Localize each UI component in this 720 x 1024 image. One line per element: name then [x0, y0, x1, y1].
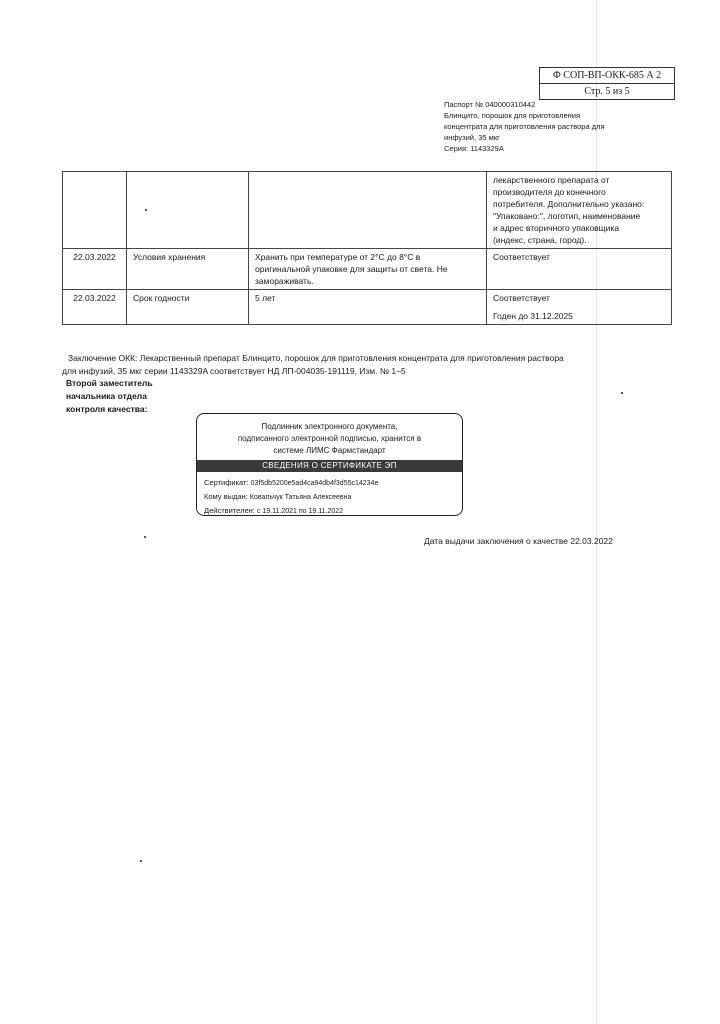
result-line: потребителя. Дополнительно указано: [493, 199, 645, 209]
scan-speck [144, 536, 146, 538]
conclusion-line2: для инфузий, 35 мкг серии 1143329A соответствует НД ЛП-004035-191119, Изм. № 1–5 [62, 366, 406, 376]
stamp-certificate-info [197, 472, 462, 516]
signer-title [66, 377, 153, 416]
parameter-cell: Срок годности [127, 290, 249, 325]
stamp-notice [197, 414, 462, 460]
table-row [63, 290, 672, 325]
requirement-cell [249, 172, 487, 249]
parameter-cell: Условия хранения [127, 249, 249, 290]
expiry-date: Годен до 31.12.2025 [493, 311, 573, 321]
stamp-notice-line3: системе ЛИМС Фармстандарт [273, 446, 386, 455]
passport-number: Паспорт № 040000310442 [444, 100, 536, 109]
validity-row [204, 504, 462, 516]
conclusion-line1: Заключение ОКК: Лекарственный препарат Блинцито, порошок для приготовления концентрата для приготовления раствора [68, 353, 564, 363]
result-line: (индекс, страна, город). [493, 235, 587, 245]
validity-label: Действителен: [204, 506, 255, 515]
stamp-certificate-header: СВЕДЕНИЯ О СЕРТИФИКАТЕ ЭП [197, 460, 462, 472]
scan-speck [621, 392, 623, 394]
passport-header [444, 99, 634, 154]
issued-to-row [204, 490, 462, 504]
issue-date: Дата выдачи заключения о качестве 22.03.2022 [424, 536, 613, 546]
product-name-line3: инфузий, 35 мкг [444, 133, 500, 142]
requirement-cell [249, 249, 487, 290]
product-name-line1: Блинцито, порошок для приготовления [444, 111, 581, 120]
date-cell: 22.03.2022 [63, 290, 127, 325]
result-line: производителя до конечного [493, 187, 606, 197]
result-cell [487, 290, 672, 325]
conclusion-text [62, 352, 582, 378]
certificate-label: Сертификат: [204, 478, 249, 487]
product-name-line2: концентрата для приготовления раствора для [444, 122, 605, 131]
issued-to-value: Ковальчук Татьяна Алексеевна [249, 494, 352, 501]
table-row [63, 249, 672, 290]
result-cell: Соответствует [487, 249, 672, 290]
result-value: Соответствует [493, 293, 550, 303]
validity-value: с 19.11.2021 по 19.11.2022 [256, 508, 344, 515]
stamp-notice-line2: подписанного электронной подписью, хранится в [237, 434, 422, 443]
result-line: и адрес вторичного упаковщика [493, 223, 620, 233]
requirement-line: замораживать. [255, 276, 314, 286]
certificate-row [204, 476, 462, 490]
table-row [63, 172, 672, 249]
date-cell [63, 172, 127, 249]
issued-to-label: Кому выдан: [204, 492, 248, 501]
page-number: Стр. 5 из 5 [540, 83, 674, 99]
result-line: "Упаковано:", логотип, наименование [493, 211, 641, 221]
e-signature-stamp [196, 413, 463, 516]
form-code: Ф СОП-ВП-ОКК-685 А 2 [552, 70, 662, 81]
result-cell [487, 172, 672, 249]
scan-speck [140, 860, 142, 862]
date-cell: 22.03.2022 [63, 249, 127, 290]
signer-line3: контроля качества: [66, 404, 148, 414]
requirement-line: оригинальной упаковке для защиты от света. Не [255, 264, 448, 274]
requirement-cell: 5 лет [249, 290, 487, 325]
scan-speck [145, 209, 147, 211]
stamp-notice-line1: Подлинник электронного документа, [261, 422, 398, 431]
test-results-table [62, 171, 672, 325]
signer-line1: Второй заместитель [66, 378, 153, 388]
batch-number: Серия: 1143329A [444, 144, 504, 153]
requirement-line: Хранить при температуре от 2°С до 8°С в [255, 252, 421, 262]
result-line: лекарственного препарата от [493, 175, 610, 185]
signer-line2: начальника отдела [66, 391, 147, 401]
form-code-box [539, 67, 675, 100]
certificate-value: 03f5db5200e5ad4ca94db4f3d55c14234e [250, 480, 379, 487]
